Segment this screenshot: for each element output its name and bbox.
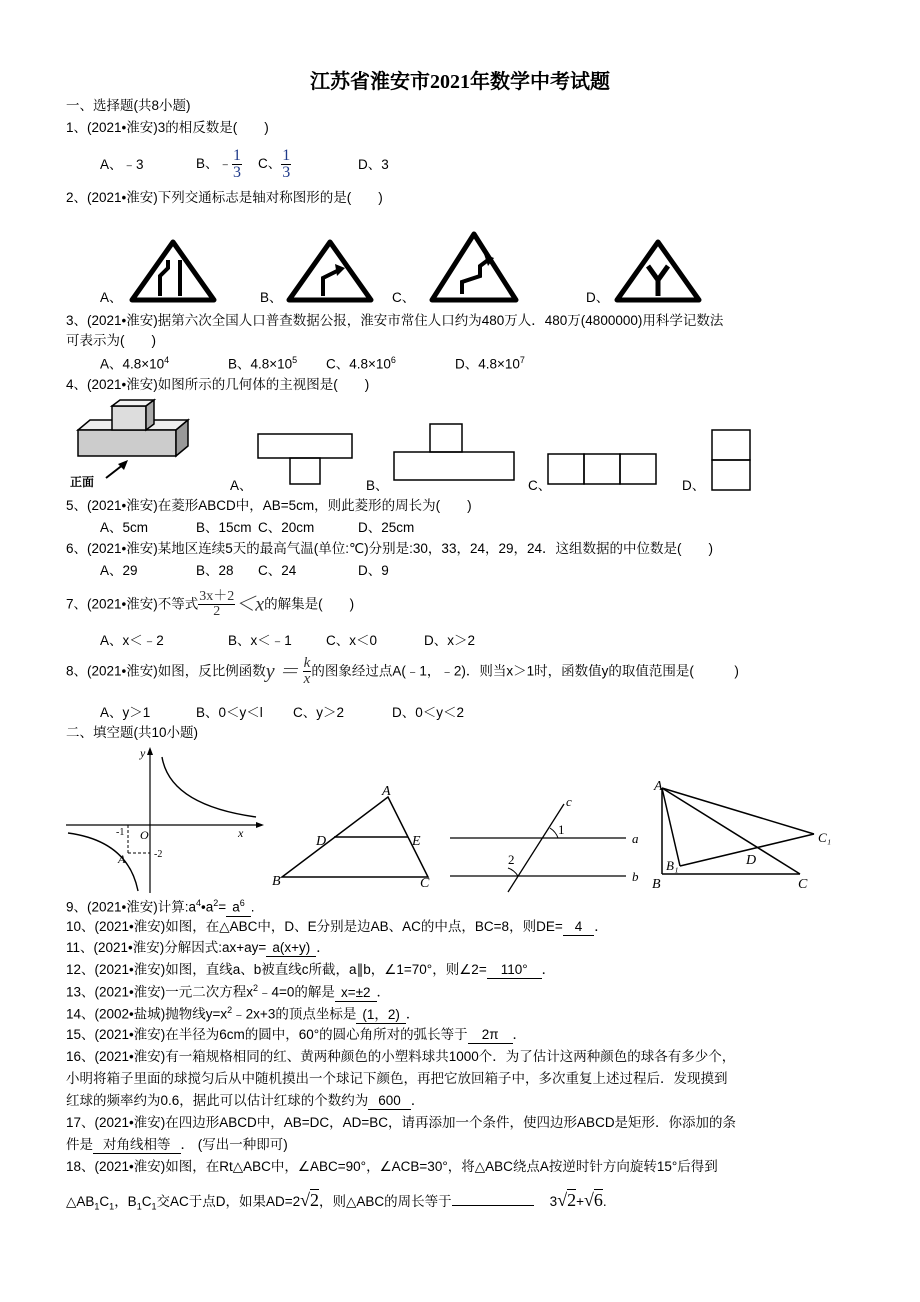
- q18-sqrt-2: √2: [300, 1190, 320, 1210]
- q8-stem: 8、(2021•淮安)如图，反比例函数y ＝ $\frac{k}{x}$ 的图象经过点A(﹣1，﹣2)．则当x＞1时，函数值y的取值范围是( ): [66, 655, 739, 687]
- q6-option-b: B、28: [196, 563, 234, 578]
- svg-text:C₁: C₁: [818, 830, 832, 845]
- q3-option-a: A、$4.8\times 10^4$: [100, 355, 170, 372]
- q1-option-c: C、 $\frac{1}{3}$: [258, 147, 291, 181]
- q13-line: 13、(2021•淮安)一元二次方程$x^2﹣4=0$的解是 x=±2 ．: [66, 983, 390, 1002]
- page-title: 江苏省淮安市2021年数学中考试题: [310, 71, 610, 93]
- q2-option-b: B、: [260, 290, 283, 305]
- q5-stem: 5、(2021•淮安)在菱形ABCD中，AB=5cm，则此菱形的周长为( ): [66, 498, 472, 513]
- q16-line3: 红球的频率约为0.6，据此可以估计红球的个数约为 600 ．: [66, 1093, 424, 1110]
- svg-text:2: 2: [508, 852, 515, 867]
- svg-text:a: a: [632, 831, 639, 846]
- q4-stem: 4、(2021•淮安)如图所示的几何体的主视图是( ): [66, 377, 370, 392]
- q7-option-c: C、x＜0: [326, 633, 378, 648]
- q4-view-d: [708, 428, 754, 494]
- q7-stem: 7、(2021•淮安)不等式 $\frac{3x+2}{2}$ ＜x的解集是( ): [66, 589, 355, 619]
- q4-option-b: B、: [366, 478, 389, 493]
- q2-option-d: D、: [586, 290, 610, 305]
- q8-fraction: $\frac{k}{x}$: [303, 655, 311, 687]
- q5-option-a: A、5cm: [100, 520, 149, 535]
- q7-option-a: A、x＜﹣2: [100, 633, 164, 648]
- svg-text:-1: -1: [116, 827, 125, 838]
- q9-answer: $a^6$: [226, 898, 251, 917]
- svg-text:B: B: [652, 877, 661, 892]
- q11-answer: a(x+y): [266, 940, 316, 957]
- q18-line2: $\triangle AB_1C_1$，$B_1C_1$交AC于点D，如果AD=2√2，则△ABC的周长等于 3√2+√6.: [66, 1190, 607, 1212]
- q3-stem-line1: 3、(2021•淮安)据第六次全国人口普查数据公报，淮安市常住人口约为480万人．480万(4800000)用科学记数法: [66, 313, 724, 328]
- q5-option-d: D、25cm: [358, 520, 415, 535]
- q13-answer: x=±2: [335, 985, 377, 1002]
- q18-answer-blank: [452, 1205, 534, 1206]
- q4-option-d: D、: [682, 478, 706, 493]
- q18-line1: 18、(2021•淮安)如图，在Rt△ABC中，∠ABC=90°，∠ACB=30°，将△ABC绕点A按逆时针方向旋转15°后得到: [66, 1159, 718, 1174]
- q5-option-c: C、20cm: [258, 520, 315, 535]
- q8-option-b: B、0＜y＜l: [196, 705, 263, 720]
- q9-line: 9、(2021•淮安)计算$:a^4•a^2= a^6$ .: [66, 898, 254, 917]
- svg-text:1: 1: [558, 822, 565, 837]
- q1-fraction: $\frac{1}{3}$: [233, 147, 242, 181]
- q4-solid-figure: [66, 396, 196, 491]
- q6-option-a: A、29: [100, 563, 138, 578]
- q3-option-b: B、$4.8\times 10^5$: [228, 355, 298, 372]
- q14-line: 14、(2002•盐城)抛物线$y=x^2﹣2x+3$的顶点坐标是 (1，2) ．: [66, 1005, 419, 1024]
- q1-option-b: B、﹣ $\frac{1}{3}$: [196, 147, 242, 181]
- q16-line1: 16、(2021•淮安)有一箱规格相同的红、黄两种颜色的小塑料球共1000个．为了估计这两种颜色的球各有多少个，: [66, 1049, 736, 1064]
- svg-text:A: A: [382, 784, 391, 799]
- q4-front-label: 正面: [70, 475, 95, 489]
- q14-answer: (1，2): [356, 1007, 406, 1024]
- q3-option-d: D、$4.8\times 10^7$: [455, 355, 525, 372]
- q8-option-a: A、y＞1: [100, 705, 151, 720]
- q16-line2: 小明将箱子里面的球搅匀后从中随机摸出一个球记下颜色，再把它放回箱子中，多次重复上述过程后．发现摸到: [66, 1071, 728, 1086]
- svg-text:B: B: [272, 874, 281, 889]
- q16-answer: 600: [368, 1093, 411, 1110]
- svg-text:A: A: [118, 852, 126, 866]
- q7-option-b: B、x＜﹣1: [228, 633, 292, 648]
- q6-option-c: C、24: [258, 563, 297, 578]
- svg-text:A: A: [654, 779, 663, 794]
- q17-answer: 对角线相等: [93, 1137, 181, 1154]
- section-choice-heading: 一、选择题(共8小题): [66, 98, 191, 113]
- q1-option-d: D、3: [358, 157, 389, 172]
- section-fill-heading: 二、填空题(共10小题): [66, 725, 199, 740]
- q11-line: 11、(2021•淮安)分解因式:ax+ay= a(x+y) ．: [66, 940, 330, 957]
- q3-option-c: C、$4.8\times 10^6$: [326, 355, 396, 372]
- q7-fraction: $\frac{3x+2}{2}$: [199, 589, 235, 619]
- fig-parallel-lines: [446, 796, 646, 896]
- q8-option-c: C、y＞2: [293, 705, 345, 720]
- q2-stem: 2、(2021•淮安)下列交通标志是轴对称图形的是( ): [66, 190, 383, 205]
- q4-view-a: [256, 430, 356, 488]
- sign-right-turn: [285, 238, 375, 304]
- q4-option-c: C、: [528, 478, 552, 493]
- q12-line: 12、(2021•淮安)如图，直线a、b被直线c所截，a∥b，∠1=70°，则∠2= 110° ．: [66, 962, 555, 979]
- svg-text:C: C: [798, 877, 808, 892]
- q1-option-a: A、﹣3: [100, 157, 144, 172]
- q3-stem-line2: 可表示为( ): [66, 333, 156, 348]
- q12-answer: 110°: [487, 962, 542, 979]
- q7-option-d: D、x＞2: [424, 633, 476, 648]
- q15-answer: 2π: [468, 1027, 513, 1044]
- fig-hyperbola-graph: [66, 745, 266, 895]
- q8-option-d: D、0＜y＜2: [392, 705, 465, 720]
- svg-text:b: b: [632, 869, 639, 884]
- svg-text:C: C: [420, 876, 430, 891]
- q6-option-d: D、9: [358, 563, 389, 578]
- q2-option-c: C、: [392, 290, 416, 305]
- q4-view-c: [546, 452, 661, 488]
- q6-stem: 6、(2021•淮安)某地区连续5天的最高气温(单位:℃)分别是:30，33，24，29，24．这组数据的中位数是( ): [66, 541, 713, 556]
- sign-fork-road: [613, 238, 703, 304]
- svg-text:O: O: [140, 828, 149, 842]
- svg-text:c: c: [566, 794, 572, 809]
- sign-lane-narrow: [128, 238, 218, 304]
- svg-text:x: x: [238, 826, 244, 840]
- svg-text:B₁: B₁: [666, 858, 679, 873]
- svg-text:E: E: [412, 834, 421, 849]
- q4-view-b: [390, 422, 520, 484]
- q17-line2: 件是 对角线相等 ． (写出一种即可): [66, 1137, 288, 1154]
- fig-triangle-midline: [270, 785, 442, 891]
- q18-answer: 3: [549, 1194, 558, 1209]
- fig-rotated-triangle: [650, 778, 840, 894]
- q15-line: 15、(2021•淮安)在半径为6cm的圆中，60°的圆心角所对的弧长等于 2π ．: [66, 1027, 526, 1044]
- svg-text:y: y: [140, 746, 146, 760]
- q5-option-b: B、15cm: [196, 520, 252, 535]
- q10-line: 10、(2021•淮安)如图，在△ABC中，D、E分别是边AB、AC的中点，BC=8，则DE= 4 ．: [66, 919, 608, 936]
- svg-text:-2: -2: [154, 849, 163, 860]
- q4-option-a: A、: [230, 478, 253, 493]
- q10-answer: 4: [563, 919, 595, 936]
- svg-text:D: D: [316, 834, 327, 849]
- q2-option-a: A、: [100, 290, 123, 305]
- svg-text:D: D: [746, 853, 757, 868]
- q1-stem: 1、(2021•淮安)3的相反数是( ): [66, 120, 269, 135]
- q17-line1: 17、(2021•淮安)在四边形ABCD中，AB=DC，AD=BC，请再添加一个条件，使四边形ABCD是矩形．你添加的条: [66, 1115, 737, 1130]
- sign-curve-road: [428, 230, 520, 304]
